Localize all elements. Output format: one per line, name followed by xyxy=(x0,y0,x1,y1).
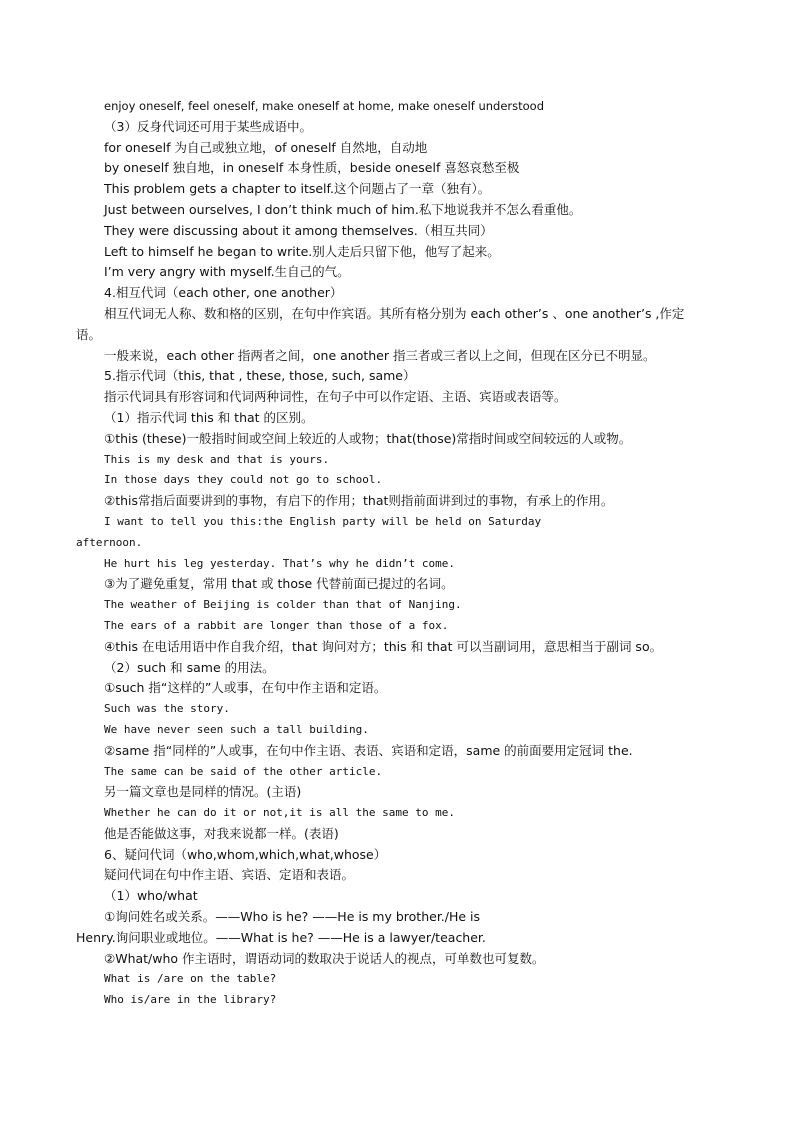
text-line: 一般来说，each other 指两者之间，one another 指三者或三者以上之间，但现在区分已不明显。 xyxy=(104,347,656,363)
text-line: ①this (these)一般指时间或空间上较近的人或物；that(those)常指时间或空间较远的人或物。 xyxy=(104,430,632,446)
example-line: What is /are on the table? xyxy=(104,972,277,986)
example-line: The same can be said of the other article. xyxy=(104,764,383,778)
text-line: ②What/who 作主语时，谓语动词的数取决于说话人的视点，可单数也可复数。 xyxy=(104,950,545,966)
text-line: 疑问代词在句中作主语、宾语、定语和表语。 xyxy=(104,867,355,883)
example-line: Whether he can do it or not,it is all the same to me. xyxy=(104,806,455,820)
text-line: enjoy oneself, feel oneself, make oneself at home, make oneself understood xyxy=(104,99,545,113)
example-line: The weather of Beijing is colder than that of Nanjing. xyxy=(104,598,462,612)
text-line: for oneself 为自己或独立地，of oneself 自然地，自动地 xyxy=(104,139,428,155)
text-line: Just between ourselves, I don’t think much of him.私下地说我并不怎么看重他。 xyxy=(104,201,582,217)
text-line: ①询问姓名或关系。——Who is he? ——He is my brother./He is xyxy=(104,909,481,925)
text-line: （1）who/what xyxy=(104,888,198,904)
example-line: The ears of a rabbit are longer than those of a fox. xyxy=(104,618,449,632)
text-line: 相互代词无人称、数和格的区别，在句中作宾语。其所有格分别为 each other’s 、one another’s ,作定 xyxy=(104,305,685,321)
example-line: I want to tell you this:the English party will be held on Saturday xyxy=(104,514,542,528)
text-line: ①such 指“这样的”人或事，在句中作主语和定语。 xyxy=(104,680,387,696)
section-heading: 4.相互代词（each other, one another） xyxy=(104,285,343,301)
example-line: Such was the story. xyxy=(104,702,230,716)
text-line: 语。 xyxy=(76,326,102,342)
text-line: ②same 指“同样的”人或事，在句中作主语、表语、宾语和定语，same 的前面要用定冠词 the. xyxy=(104,742,633,758)
text-line: （3）反身代词还可用于某些成语中。 xyxy=(104,118,312,134)
text-line: Left to himself he began to write.别人走后只留下他，他写了起来。 xyxy=(104,243,500,259)
text-line: （2）such 和 same 的用法。 xyxy=(104,659,275,675)
example-line: Who is/are in the library? xyxy=(104,993,277,1007)
section-heading: 5.指示代词（this, that , these, those, such, same） xyxy=(104,368,416,384)
text-line: 他是否能做这事，对我来说都一样。(表语) xyxy=(104,825,339,841)
text-line: This problem gets a chapter to itself.这个问题占了一章（独有）。 xyxy=(104,181,491,197)
document-body xyxy=(76,96,726,1011)
text-line: Henry.询问职业或地位。——What is he? ——He is a lawyer/teacher. xyxy=(76,929,486,945)
section-heading: 6、疑问代词（who,whom,which,what,whose） xyxy=(104,846,387,862)
text-line: ②this常指后面要讲到的事物，有启下的作用；that则指前面讲到过的事物，有承上的作用。 xyxy=(104,493,614,509)
example-line: This is my desk and that is yours. xyxy=(104,452,330,466)
text-line: ④this 在电话用语中作自我介绍，that 询问对方；this 和 that 可以当副词用，意思相当于副词 so。 xyxy=(104,638,663,654)
example-line: He hurt his leg yesterday. That’s why he didn’t come. xyxy=(104,556,455,570)
text-line: 指示代词具有形容词和代词两种词性，在句子中可以作定语、主语、宾语或表语等。 xyxy=(104,389,567,405)
text-line: I’m very angry with myself.生自己的气。 xyxy=(104,264,350,280)
text-line: ③为了避免重复，常用 that 或 those 代替前面已提过的名词。 xyxy=(104,576,454,592)
text-line: 另一篇文章也是同样的情况。(主语) xyxy=(104,784,302,800)
example-line: In those days they could not go to school. xyxy=(104,473,383,487)
example-line: We have never seen such a tall building. xyxy=(104,722,369,736)
example-line: afternoon. xyxy=(76,535,143,549)
text-line: They were discussing about it among themselves.（相互共同） xyxy=(104,222,493,238)
text-line: by oneself 独自地，in oneself 本身性质，beside oneself 喜怒哀愁至极 xyxy=(104,160,520,176)
text-line: （1）指示代词 this 和 that 的区别。 xyxy=(104,409,314,425)
